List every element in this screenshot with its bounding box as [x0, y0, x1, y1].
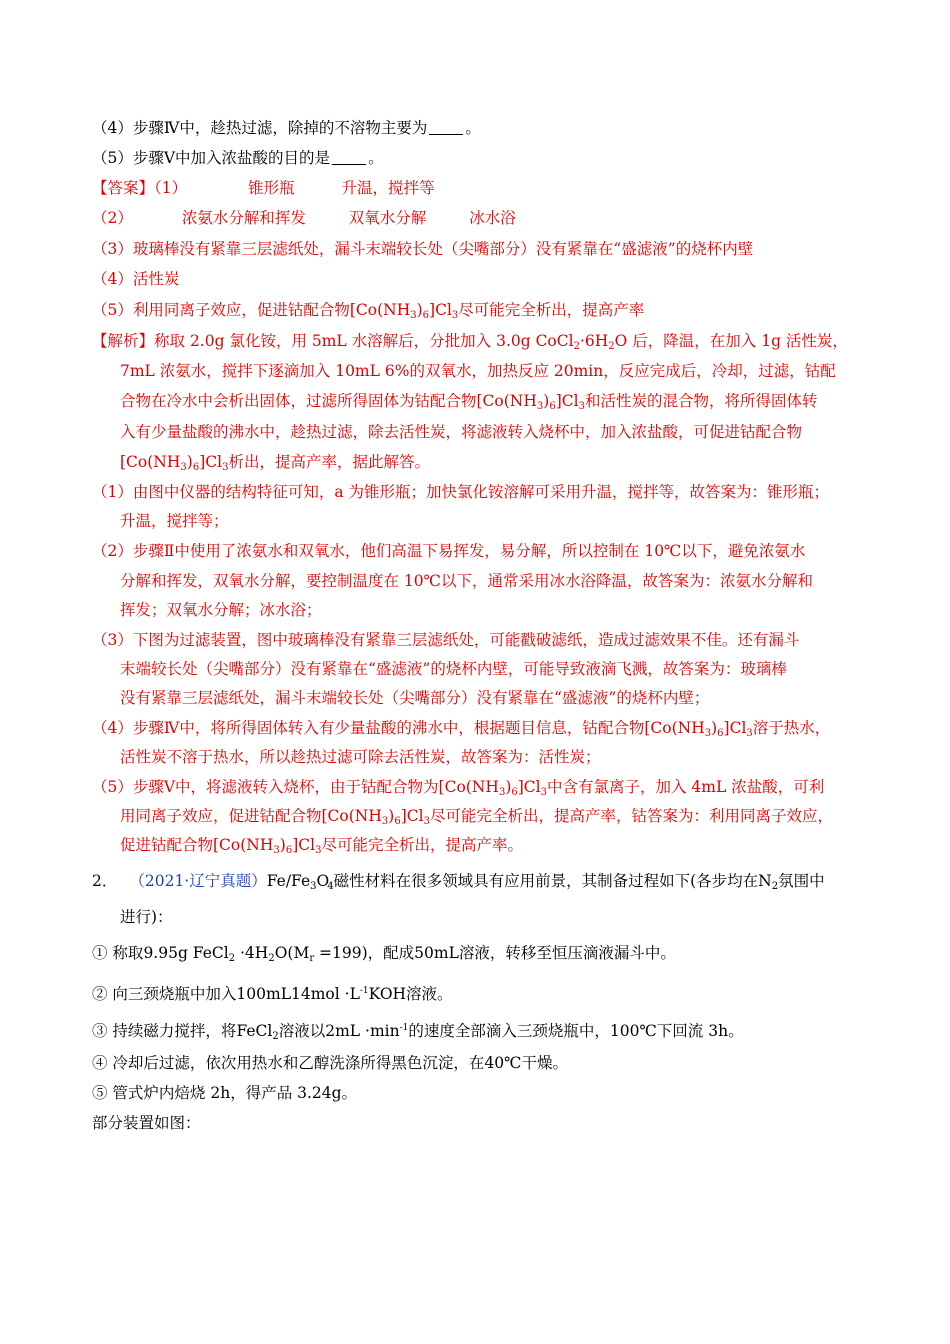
analysis-line-3: 合物在冷水中会析出固体，过滤所得固体为钴配合物$[Co(NH_3)_6]Cl_3$和活性炭的混合物，将所得固体转 [120, 392, 818, 412]
answer-line-4: （4）活性炭 [92, 270, 180, 288]
question-2-stem-cont: 进行)： [120, 908, 173, 926]
analysis-p4-line-2: 活性炭不溶于热水，所以趁热过滤可除去活性炭，故答案为：活性炭； [120, 748, 601, 766]
analysis-line-2: 7mL 浓氨水，搅拌下逐滴加入 10mL 6%的双氧水，加热反应 20min，反应完成后，冷却，过滤，钴配 [120, 362, 836, 380]
analysis-p2-line-3: 挥发；双氧水分解；冰水浴； [120, 601, 322, 619]
question-4: （4）步骤Ⅳ中，趁热过滤，除掉的不溶物主要为 。 [92, 119, 481, 137]
step-1: ① 称取9.95g FeCl$_2$ $\cdot 4H_2O(M_r =199)$，配成50mL溶液，转移至恒压滴液漏斗中。 [92, 944, 676, 964]
step-4: ④ 冷却后过滤，依次用热水和乙醇洗涤所得黑色沉淀，在40℃干燥。 [92, 1054, 569, 1072]
analysis-p1-line-2: 升温，搅拌等； [120, 512, 229, 530]
step-5: ⑤ 管式炉内焙烧 2h，得产品 3.24g。 [92, 1084, 358, 1102]
analysis-p5-line-3: 促进钴配合物$[Co(NH_3)_6]Cl_3$尽可能完全析出，提高产率。 [120, 836, 523, 856]
answer-blank[interactable] [332, 150, 366, 165]
question-number: 2． [92, 872, 118, 890]
answer-line-5: （5）利用同离子效应，促进钴配合物$[Co(NH_3)_6]Cl_3$尽可能完全析出，提高产率 [92, 301, 645, 321]
analysis-line-1: 【解析】称取 2.0g 氯化铵，用 5mL 水溶解后，分批加入 3.0g $CoCl_2\cdot 6H_2O$ 后，降温，在加入 1g 活性炭， [92, 332, 848, 352]
question-2-stem: 2． （2021·辽宁真题）$Fe/Fe_3O_4$磁性材料在很多领域具有应用前景，其制备过程如下(各步均在$N_2$氛围中 [92, 872, 825, 892]
analysis-tag: 【解析】 [92, 332, 155, 350]
analysis-p5-line-1: （5）步骤Ⅴ中，将滤液转入烧杯，由于钴配合物为$[Co(NH_3)_6]Cl_3$中含有氯离子，加入 4mL 浓盐酸，可利 [92, 778, 825, 798]
analysis-p2-line-1: （2）步骤Ⅱ中使用了浓氨水和双氧水，他们高温下易挥发，易分解，所以控制在 10℃以下，避免浓氨水 [92, 542, 806, 560]
question-5: （5）步骤Ⅴ中加入浓盐酸的目的是 。 [92, 149, 384, 167]
step-3: ③ 持续磁力搅拌，将FeCl$_2$溶液以$2mL \cdot\min^{-1}$的速度全部滴入三颈烧瓶中，100℃下回流 3h。 [92, 1022, 744, 1042]
analysis-p2-line-2: 分解和挥发，双氧水分解，要控制温度在 10℃以下，通常采用冰水浴降温，故答案为：浓氨水分解和 [120, 572, 813, 590]
analysis-line-5: $[Co(NH_3)_6]Cl_3$析出，提高产率，据此解答。 [120, 453, 430, 473]
analysis-p3-line-3: 没有紧靠三层滤纸处，漏斗末端较长处（尖嘴部分）没有紧靠在“盛滤液”的烧杯内壁； [120, 689, 710, 707]
analysis-line-4: 入有少量盐酸的沸水中，趁热过滤，除去活性炭，将滤液转入烧杯中，加入浓盐酸，可促进钴配合物 [120, 423, 803, 441]
answer-line-2: （2） 浓氨水分解和挥发 双氧水分解 冰水浴 [92, 209, 516, 227]
analysis-p1-line-1: （1）由图中仪器的结构特征可知，a 为锥形瓶；加快氯化铵溶解可采用升温，搅拌等，故答案为：锥形瓶； [92, 483, 830, 501]
answer-line-3: （3）玻璃棒没有紧靠三层滤纸处，漏斗末端较长处（尖嘴部分）没有紧靠在“盛滤液”的烧杯内壁 [92, 240, 754, 258]
analysis-p3-line-1: （3）下图为过滤装置，图中玻璃棒没有紧靠三层滤纸处，可能戳破滤纸，造成过滤效果不佳。还有漏斗 [92, 631, 800, 649]
question-source-link[interactable]: （2021·辽宁真题） [129, 872, 267, 890]
analysis-p3-line-2: 末端较长处（尖嘴部分）没有紧靠在“盛滤液”的烧杯内壁，可能导致液滴飞溅，故答案为：玻璃棒 [120, 660, 787, 678]
apparatus-caption: 部分装置如图： [92, 1114, 201, 1132]
answer-line-1: 【答案】（1） 锥形瓶 升温，搅拌等 [92, 179, 435, 197]
analysis-p4-line-1: （4）步骤Ⅳ中，将所得固体转入有少量盐酸的沸水中，根据题目信息，钴配合物$[Co(NH_3)_6]Cl_3$溶于热水， [92, 719, 831, 739]
answer-blank[interactable] [429, 120, 463, 135]
analysis-p5-line-2: 用同离子效应，促进钴配合物$[Co(NH_3)_6]Cl_3$尽可能完全析出，提高产率，钴答案为：利用同离子效应， [120, 807, 833, 827]
step-2: ② 向三颈烧瓶中加入$100mL14mol \cdot L^{-1}KOH$溶液。 [92, 985, 453, 1003]
answer-tag: 【答案】 [92, 179, 155, 197]
